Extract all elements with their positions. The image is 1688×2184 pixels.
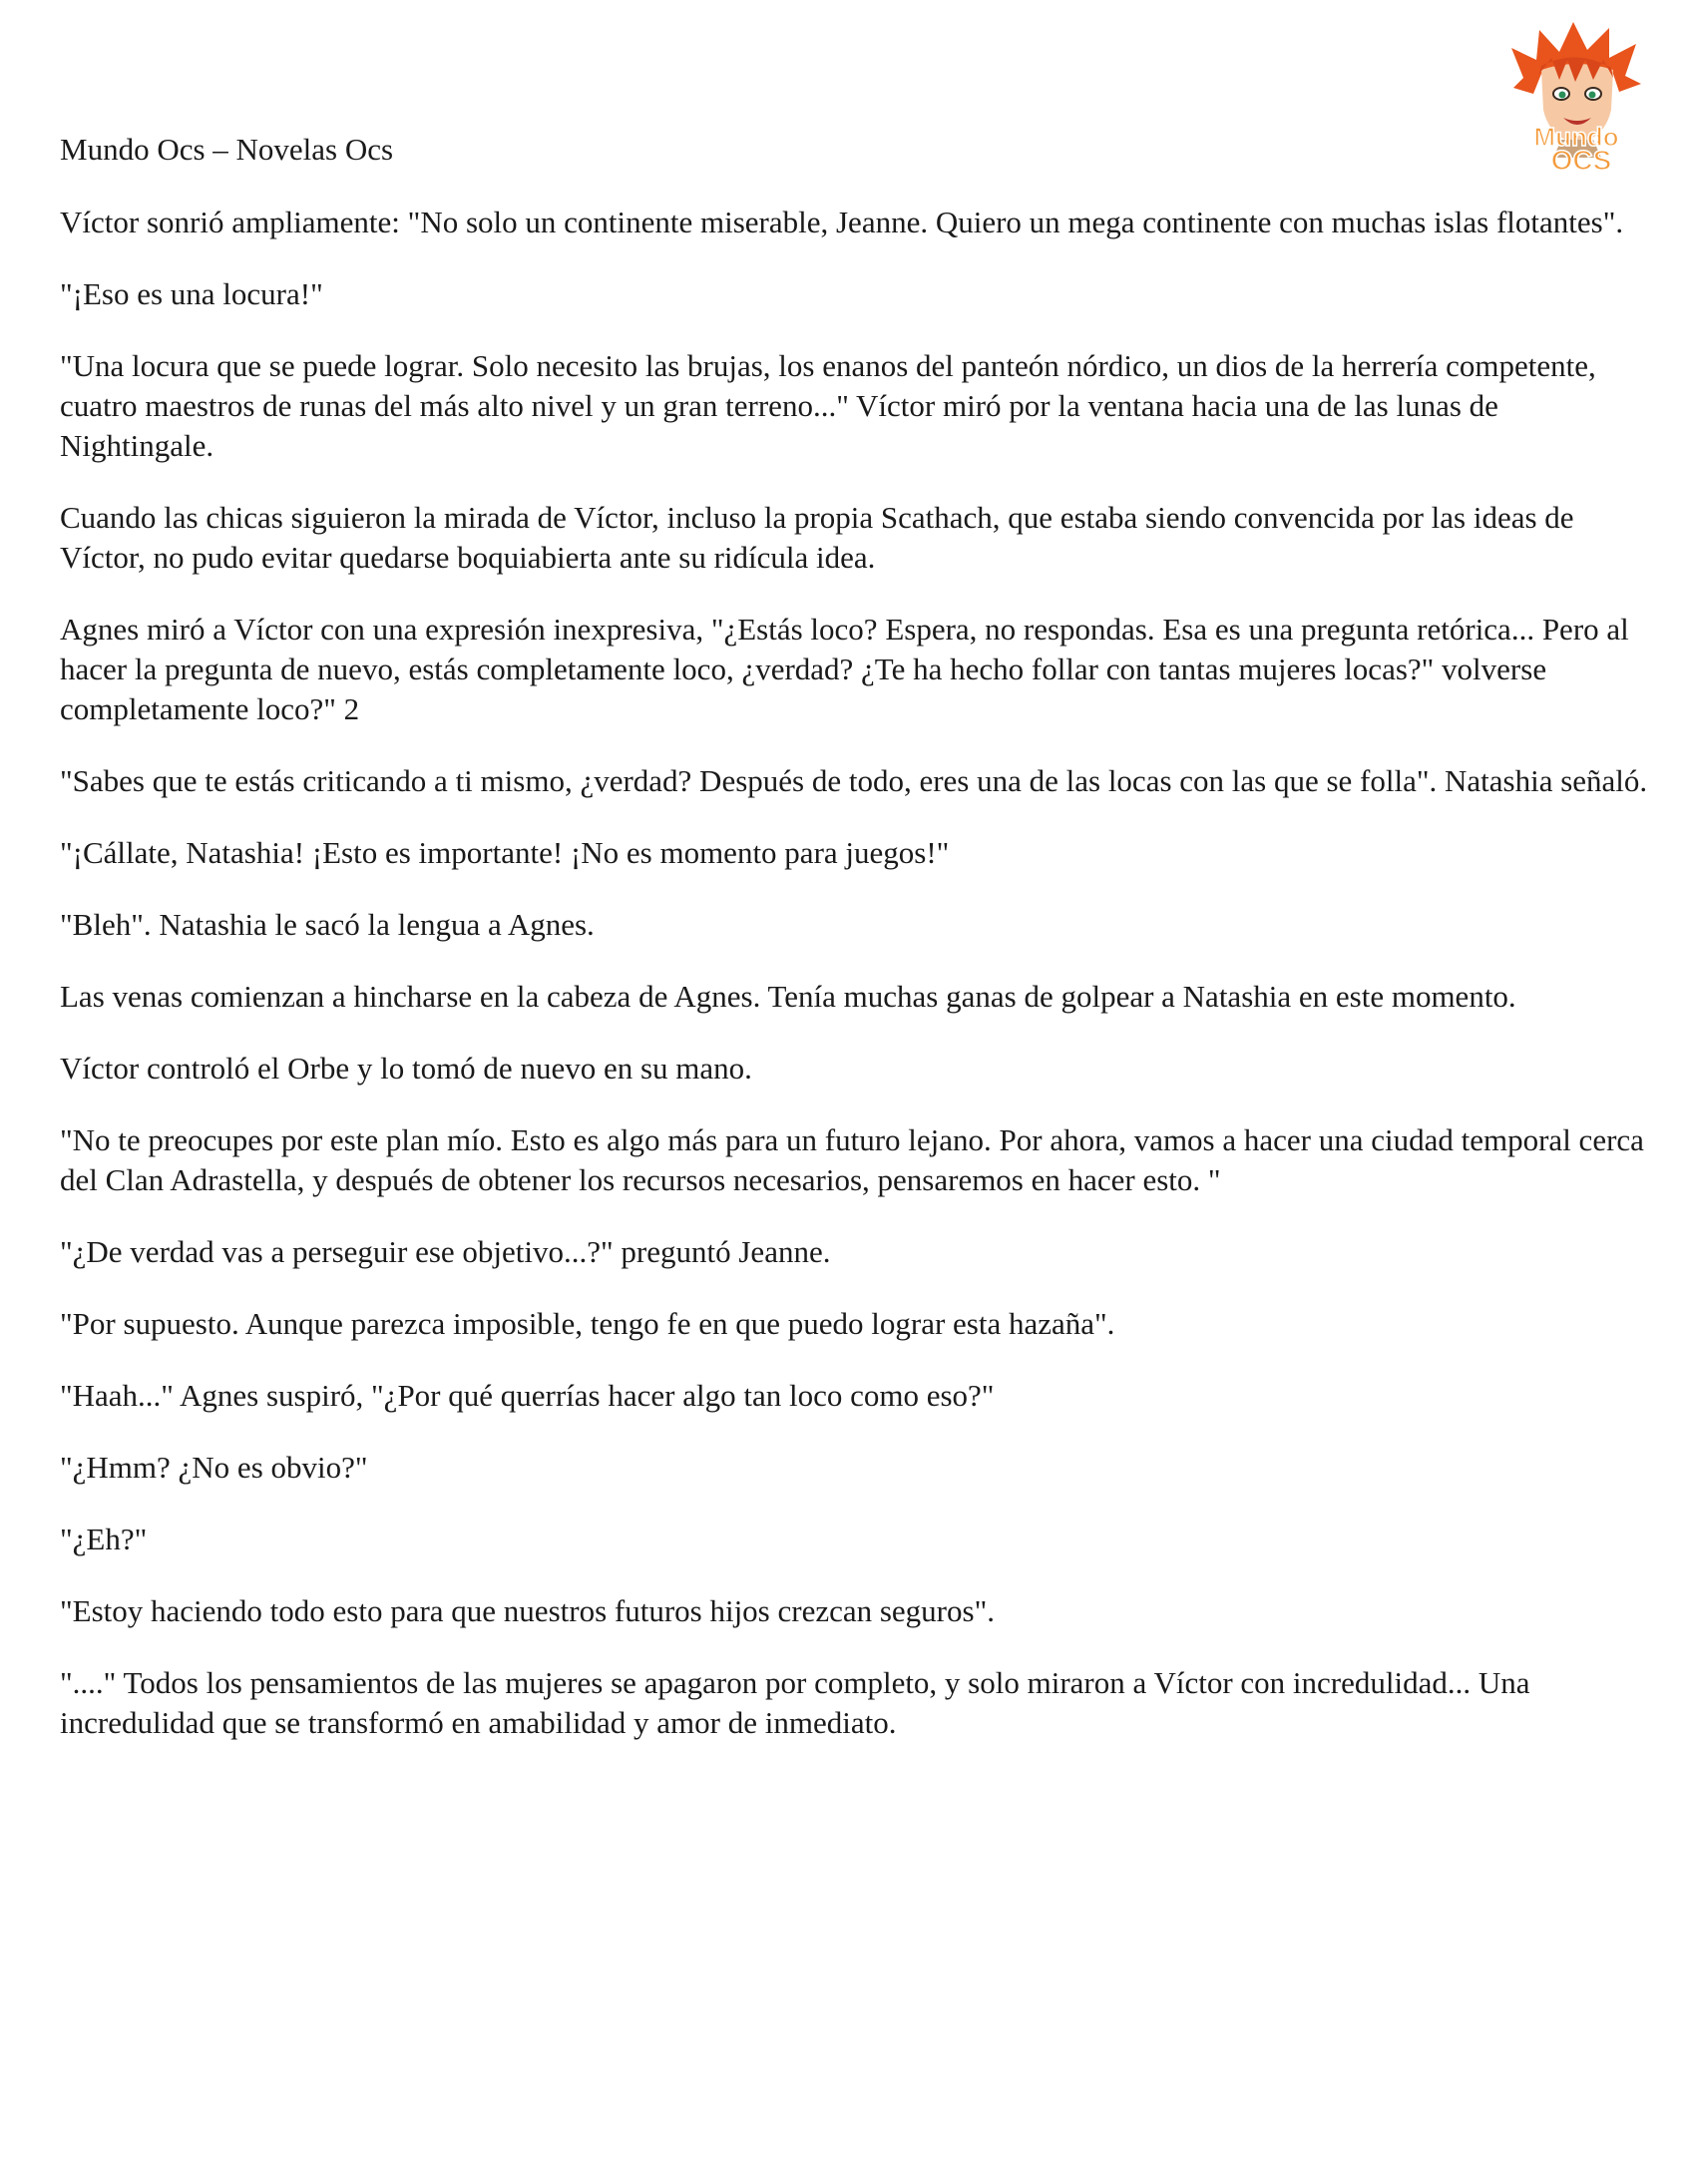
paragraph: "Sabes que te estás criticando a ti mismo, ¿verdad? Después de todo, eres una de las locas con las que se folla". Natashia señaló. <box>60 763 1648 798</box>
chapter-body <box>60 203 1656 1775</box>
paragraph: Las venas comienzan a hincharse en la cabeza de Agnes. Tenía muchas ganas de golpear a Natashia en este momento. <box>60 979 1516 1014</box>
paragraph: "Estoy haciendo todo esto para que nuestros futuros hijos crezcan seguros". <box>60 1593 995 1628</box>
paragraph: Víctor sonrió ampliamente: "No solo un continente miserable, Jeanne. Quiero un mega continente con muchas islas flotantes". <box>60 205 1624 239</box>
svg-text:OCS: OCS <box>1550 145 1612 176</box>
paragraph: "Por supuesto. Aunque parezca imposible, tengo fe en que puedo lograr esta hazaña". <box>60 1306 1115 1341</box>
paragraph: "¿Eh?" <box>60 1522 148 1556</box>
paragraph: Víctor controló el Orbe y lo tomó de nuevo en su mano. <box>60 1051 752 1086</box>
paragraph: Cuando las chicas siguieron la mirada de Víctor, incluso la propia Scathach, que estaba siendo convencida por las ideas de Víctor, no pudo evitar quedarse boquiabierta ante su ridícula idea. <box>60 500 1574 575</box>
paragraph: Agnes miró a Víctor con una expresión inexpresiva, "¿Estás loco? Espera, no respondas. Esa es una pregunta retórica... Pero al hacer la pregunta de nuevo, estás completamente loco, ¿verdad? ¿Te ha hecho follar con tantas mujeres locas?" volverse completamente loco?" 2 <box>60 612 1629 726</box>
paragraph: "¿Hmm? ¿No es obvio?" <box>60 1450 368 1485</box>
anime-boy-face-icon <box>1501 18 1651 178</box>
paragraph: "Una locura que se puede lograr. Solo necesito las brujas, los enanos del panteón nórdico, un dios de la herrería competente, cuatro maestros de runas del más alto nivel y un gran terreno..." Víctor miró por la ventana hacia una de las lunas de Nightingale. <box>60 348 1596 463</box>
paragraph: "No te preocupes por este plan mío. Esto es algo más para un futuro lejano. Por ahora, vamos a hacer una ciudad temporal cerca del Clan Adrastella, y después de obtener los recursos necesarios, pensaremos en hacer esto. " <box>60 1122 1644 1197</box>
mundo-ocs-logo <box>1501 18 1651 178</box>
paragraph: "¿De verdad vas a perseguir ese objetivo...?" preguntó Jeanne. <box>60 1234 831 1269</box>
page-header: Mundo Ocs – Novelas Ocs <box>60 132 394 167</box>
paragraph: "Bleh". Natashia le sacó la lengua a Agnes. <box>60 907 595 942</box>
paragraph: "...." Todos los pensamientos de las mujeres se apagaron por completo, y solo miraron a Víctor con incredulidad... Una incredulidad que se transformó en amabilidad y amor de inmediato. <box>60 1665 1530 1740</box>
paragraph: "¡Eso es una locura!" <box>60 276 323 311</box>
paragraph: "¡Cállate, Natashia! ¡Esto es importante! ¡No es momento para juegos!" <box>60 835 950 870</box>
svg-text:Mundo: Mundo <box>1533 122 1619 152</box>
paragraph: "Haah..." Agnes suspiró, "¿Por qué querrías hacer algo tan loco como eso?" <box>60 1378 995 1413</box>
